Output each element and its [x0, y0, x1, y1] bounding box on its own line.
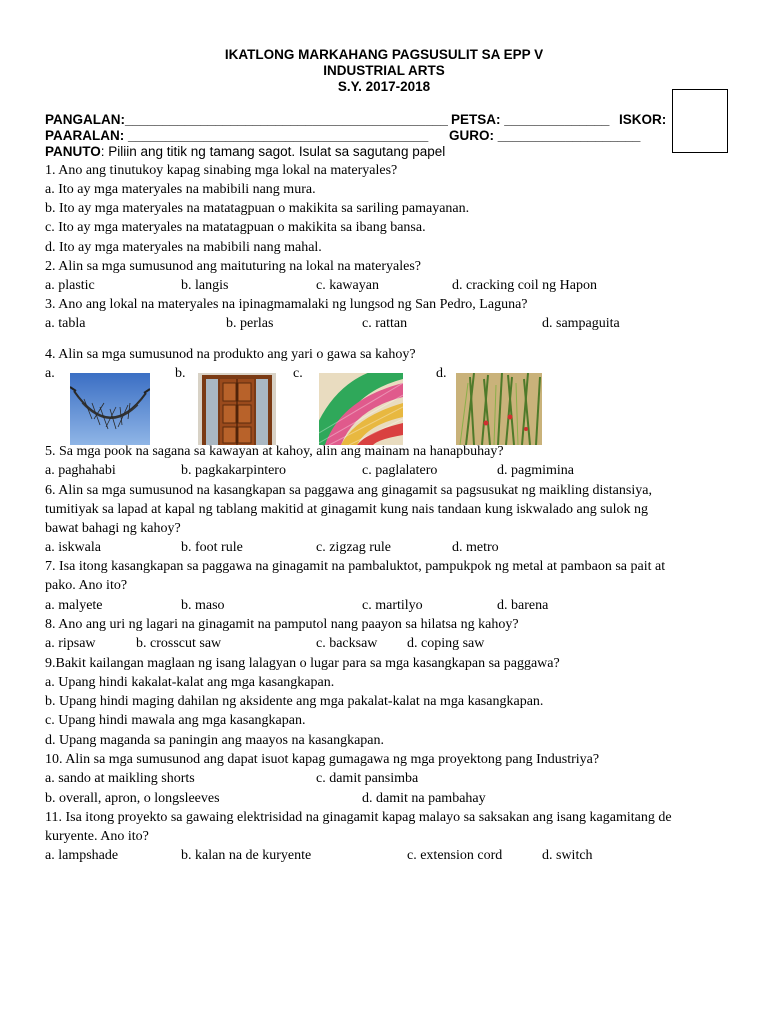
- q10-option-b: b. overall, apron, o longsleeves: [45, 791, 220, 806]
- q5-option-b: b. pagkakarpintero: [181, 463, 286, 478]
- q6-option-c: c. zigzag rule: [316, 540, 392, 555]
- q5-option-c: c. paglalatero: [362, 463, 438, 478]
- q1-option-c: c. Ito ay mga materyales na matatagpuan o makikita sa ibang bansa.: [45, 220, 426, 235]
- question-11-line-1: 11. Isa itong proyekto sa gawaing elektrisidad na ginagamit kapag malayo sa saksakan ang isang kagamitang de: [45, 810, 672, 825]
- plant-stalks-photo-icon: [456, 373, 542, 445]
- q7-option-a: a. malyete: [45, 598, 103, 613]
- q2-option-a: a. plastic: [45, 278, 95, 293]
- q11-option-b: b. kalan na de kuryente: [181, 848, 312, 863]
- q7-option-c: c. martilyo: [362, 598, 423, 613]
- question-7-line-1: 7. Isa itong kasangkapan sa paggawa na ginagamit na pambaluktot, pampukpok ng metal at pambaon sa pait at: [45, 559, 666, 574]
- q4-option-d: d.: [436, 366, 447, 381]
- question-11-line-2: kuryente. Ano ito?: [45, 829, 149, 844]
- question-6-line-1: 6. Alin sa mga sumusunod na kasangkapan sa paggawa ang ginagamit sa pagsusukat ng maikling distansiya,: [45, 483, 652, 498]
- question-7-line-2: pako. Ano ito?: [45, 578, 128, 593]
- q3-option-c: c. rattan: [362, 316, 408, 331]
- q5-option-a: a. paghahabi: [45, 463, 116, 478]
- score-box: [672, 89, 728, 153]
- question-4: 4. Alin sa mga sumusunod na produkto ang yari o gawa sa kahoy?: [45, 347, 416, 362]
- question-8: 8. Ano ang uri ng lagari na ginagamit na pamputol nang paayon sa hilatsa ng kahoy?: [45, 617, 519, 632]
- instructions-label: PANUTO: [45, 144, 101, 159]
- q4-option-b: b.: [175, 366, 186, 381]
- q4-option-c: c.: [293, 366, 303, 381]
- q10-option-a: a. sando at maikling shorts: [45, 771, 195, 786]
- wooden-door-photo-icon: [198, 373, 276, 445]
- q8-option-a: a. ripsaw: [45, 636, 96, 651]
- q7-option-b: b. maso: [181, 598, 225, 613]
- q2-option-c: c. kawayan: [316, 278, 379, 293]
- q9-option-c: c. Upang hindi mawala ang mga kasangkapan.: [45, 713, 306, 728]
- question-2: 2. Alin sa mga sumusunod ang maituturing na lokal na materyales?: [45, 259, 421, 274]
- school-year: S.Y. 2017-2018: [337, 79, 431, 94]
- q11-option-c: c. extension cord: [407, 848, 503, 863]
- q10-option-d: d. damit na pambahay: [362, 791, 486, 806]
- school-field[interactable]: PAARALAN: ________________________________________: [45, 128, 429, 143]
- q11-option-d: d. switch: [542, 848, 593, 863]
- q11-option-a: a. lampshade: [45, 848, 119, 863]
- q1-option-d: d. Ito ay mga materyales na mabibili nang mahal.: [45, 240, 322, 255]
- exam-subject: INDUSTRIAL ARTS: [323, 63, 445, 78]
- teacher-field[interactable]: GURO: ___________________: [449, 128, 641, 143]
- q4-option-a: a.: [45, 366, 55, 381]
- q3-option-a: a. tabla: [45, 316, 86, 331]
- q8-option-c: c. backsaw: [316, 636, 378, 651]
- question-1: 1. Ano ang tinutukoy kapag sinabing mga lokal na materyales?: [45, 163, 398, 178]
- question-3: 3. Ano ang lokal na materyales na ipinagmamalaki ng lungsod ng San Pedro, Laguna?: [45, 297, 528, 312]
- instructions-text: : Piliin ang titik ng tamang sagot. Isulat sa sagutang papel: [100, 144, 446, 159]
- question-10: 10. Alin sa mga sumusunod ang dapat isuot kapag gumagawa ng mga proyektong pang Industriya?: [45, 752, 600, 767]
- q10-option-c: c. damit pansimba: [316, 771, 419, 786]
- q6-option-b: b. foot rule: [181, 540, 243, 555]
- q9-option-a: a. Upang hindi kakalat-kalat ang mga kasangkapan.: [45, 675, 335, 690]
- date-field[interactable]: PETSA: ______________: [451, 112, 610, 127]
- question-6-line-3: bawat bahagi ng kahoy?: [45, 521, 181, 536]
- question-9: 9.Bakit kailangan maglaan ng isang lalagyan o lugar para sa mga kasangkapan sa paggawa?: [45, 656, 560, 671]
- q3-option-d: d. sampaguita: [542, 316, 620, 331]
- q1-option-a: a. Ito ay mga materyales na mabibili nang mura.: [45, 182, 316, 197]
- question-6-line-2: tumitiyak sa lapad at kapal ng tablang makitid at ginagamit kung nais tandaan kung iskwalado ang sulok ng: [45, 502, 649, 517]
- q9-option-d: d. Upang maganda sa paningin ang maayos na kasangkapan.: [45, 733, 385, 748]
- exam-title: IKATLONG MARKAHANG PAGSUSULIT SA EPP V: [224, 47, 544, 62]
- name-field[interactable]: PANGALAN:___________________________________________: [45, 112, 448, 127]
- q1-option-b: b. Ito ay mga materyales na matatagpuan o makikita sa sariling pamayanan.: [45, 201, 470, 216]
- q2-option-d: d. cracking coil ng Hapon: [452, 278, 598, 293]
- q6-option-d: d. metro: [452, 540, 499, 555]
- hammock-photo-icon: [70, 373, 150, 445]
- q8-option-b: b. crosscut saw: [136, 636, 222, 651]
- q3-option-b: b. perlas: [226, 316, 274, 331]
- question-5: 5. Sa mga pook na sagana sa kawayan at kahoy, alin ang mainam na hanapbuhay?: [45, 444, 504, 459]
- q5-option-d: d. pagmimina: [497, 463, 574, 478]
- q9-option-b: b. Upang hindi maging dahilan ng aksidente ang mga pakalat-kalat na mga kasangkapan.: [45, 694, 544, 709]
- q6-option-a: a. iskwala: [45, 540, 101, 555]
- q2-option-b: b. langis: [181, 278, 229, 293]
- q8-option-d: d. coping saw: [407, 636, 485, 651]
- q7-option-d: d. barena: [497, 598, 549, 613]
- woven-fans-photo-icon: [319, 373, 403, 445]
- instructions: [45, 144, 445, 159]
- score-label: ISKOR:: [619, 112, 667, 127]
